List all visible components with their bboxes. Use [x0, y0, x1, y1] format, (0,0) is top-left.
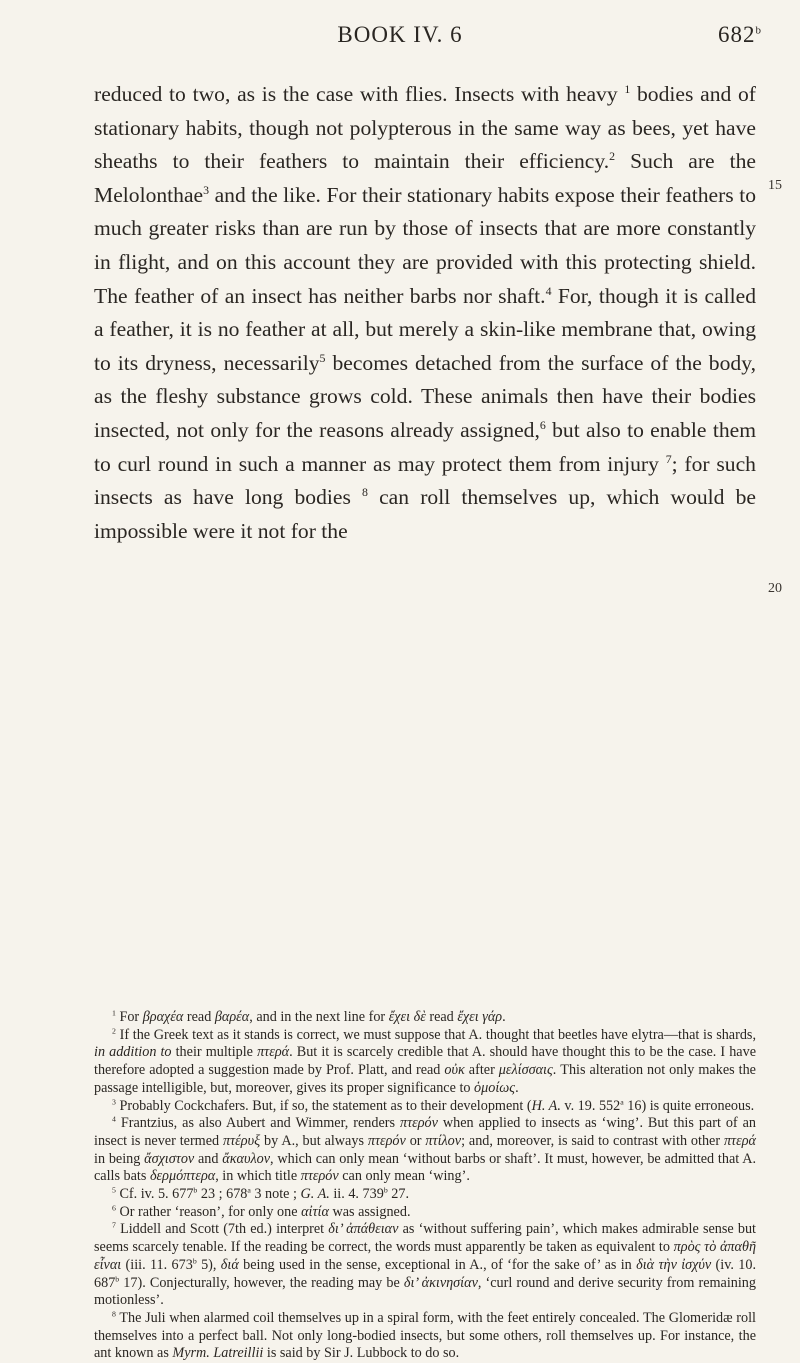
- footnote-4: $^4$ Frantzius, as also Aubert and Wimmer, renders πτερόν when applied to insects as ‘wing’. But this part of an insect is never termed πτέρυξ by A., but always πτερόν or πτίλον; and, moreover, is said to contrast with other πτερά in being ἄσχιστον and ἄκαυλον, which can only mean ‘without barbs or shaft’. It must, however, be admitted that A. calls bats δερμόπτερα, in which title πτερόν can only mean ‘wing’.: [94, 1114, 757, 1185]
- footnote-ref: 1: [624, 81, 631, 96]
- footnote-ref: 7: [665, 451, 672, 466]
- footnote-5: $^5$ Cf. iv. 5. 677$^b$ 23 ; 678$^a$ 3 note ; G. A. ii. 4. 739$^b$ 27.: [112, 1185, 409, 1203]
- footnote-ref: 8: [362, 484, 368, 499]
- page-number: 682$^b$: [718, 22, 762, 47]
- footnote-7: $^7$ Liddell and Scott (7th ed.) interpret δι’ ἀπάθειαν as ‘without suffering pain’, which makes admirable sense but seems scarcely tenable. If the reading be correct, the words must apparently be taken as equivalent to πρὸς τὸ ἀπαθῆ εἶναι (iii. 11. 673$^b$ 5), διά being used in the sense, exceptional in A., of ‘for the sake of’ as in διὰ τὴν ἰσχύν (iv. 10. 687$^b$ 17). Conjecturally, however, the reading may be δι’ ἀκινησίαν, ‘curl round and derive security from remaining motionless’.: [94, 1220, 757, 1309]
- footnote-8: $^8$ The Juli when alarmed coil themselves up in a spiral form, with the feet entirely concealed. The Glomeridæ roll themselves into a perfect ball. Not only long-bodied insects, but some others, roll themselves up. For instance, the ant known as Myrm. Latreillii is said by Sir J. Lubbock to do so.: [94, 1309, 756, 1362]
- running-title: BOOK IV. 6: [337, 22, 463, 47]
- footnote-ref: 3: [203, 182, 210, 197]
- footnotes: [94, 1009, 756, 1363]
- footnote-ref: 4: [545, 283, 552, 298]
- footnote-2: $^2$ If the Greek text as it stands is correct, we must suppose that A. thought that beetles have elytra—that is shards, in addition to their multiple πτερά. But it is scarcely credible that A. should have thought this to be the case. I have therefore adopted a suggestion made by Prof. Platt, and read οὐκ after μελίσσαις. This alteration not only makes the passage intelligible, but, moreover, gives its proper significance to ὁμοίως.: [94, 1025, 756, 1096]
- line-number-20: 20: [768, 581, 782, 596]
- main-text: [94, 78, 756, 548]
- footnote-ref: 6: [539, 417, 546, 432]
- footnote-3: $^3$ Probably Cockchafers. But, if so, the statement as to their development (H. A. v. 19. 552$^a$ 16) is quite erroneous.: [112, 1096, 755, 1114]
- footnote-1: $^1$ For βραχέα read βαρέα, and in the next line for ἔχει δὲ read ἔχει γάρ.: [112, 1008, 506, 1025]
- footnote-6: $^6$ Or rather ‘reason’, for only one αἰτία was assigned.: [112, 1203, 411, 1220]
- footnote-ref: 5: [319, 350, 326, 365]
- line-number-15: 15: [768, 178, 782, 193]
- body-paragraph: reduced to two, as is the case with flies. Insects with heavy $^1$ bodies and of stationary habits, though not polypterous in the same way as bees, yet have sheaths to their feathers to maintain their efficiency.$^2$ Such are the Melolonthae$^3$ and the like. For their stationary habits expose their feathers to much greater risks than are run by those of insects that are more constantly in flight, and on this account they are provided with this protecting shield. The feather of an insect has neither barbs nor shaft.$^4$ For, though it is called a feather, it is no feather at all, but merely a skin-like membrane that, owing to its dryness, necessarily$^5$ becomes detached from the surface of the body, as the fleshy substance grows cold. These animals then have their bodies insected, not only for the reasons already assigned,$^6$ but also to enable them to curl round in such a manner as may protect them from injury $^7$; for such insects as have long bodies $^8$ can roll themselves up, which would be impossible were it not for the: [94, 81, 756, 543]
- footnote-ref: 2: [609, 149, 616, 163]
- page-header: [0, 20, 800, 52]
